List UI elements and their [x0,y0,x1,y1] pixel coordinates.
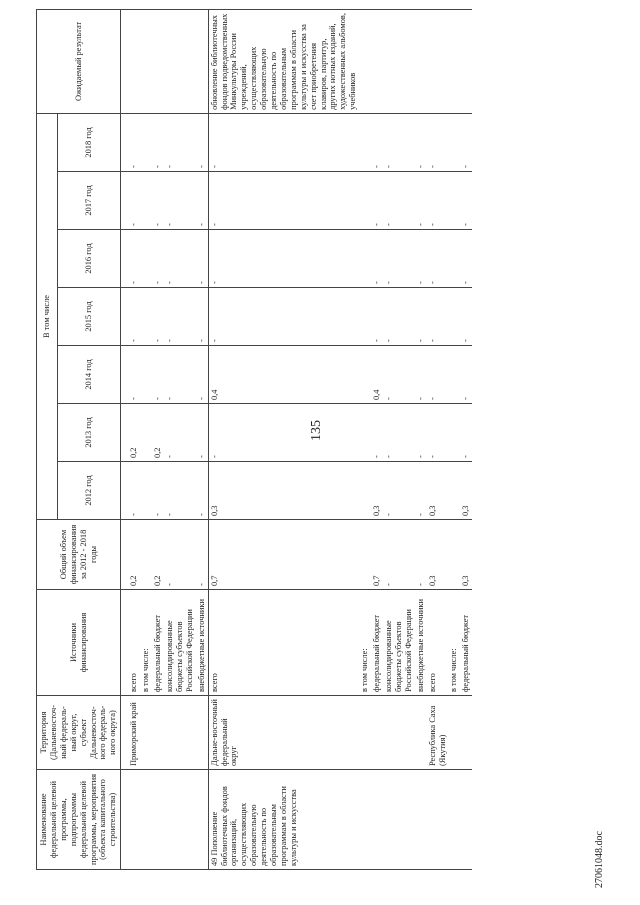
year-value-cell: - [121,288,140,346]
year-value-cell [448,404,460,462]
year-value-cell: - [371,113,383,171]
source-cell: в том числе: [448,590,460,696]
year-value-cell [448,230,460,288]
total-cell: - [415,520,427,590]
total-cell: 0,3 [427,520,449,590]
year-value-cell: - [460,113,472,171]
year-value-cell [140,172,152,230]
year-value-cell [140,113,152,171]
program-cell [415,770,427,870]
year-value-cell: - [196,172,208,230]
header-year: 2013 год [58,404,121,462]
year-value-cell: - [196,462,208,520]
table-row [208,9,359,869]
year-value-cell [140,404,152,462]
header-year: 2015 год [58,288,121,346]
year-value-cell: - [208,172,359,230]
result-cell [196,9,208,113]
year-value-cell: - [164,462,196,520]
table-row [121,9,140,869]
territory-cell [371,696,383,770]
year-value-cell: 0,3 [427,462,449,520]
program-cell [460,770,472,870]
year-value-cell [140,346,152,404]
table-row [140,9,152,869]
source-cell: в том числе: [359,590,371,696]
program-cell: 49 Пополнение библиотечных фондов организаций, осуществляющих образовательную деятельность по образовательным программам в области культуры и искусства [208,770,359,870]
year-value-cell: - [415,346,427,404]
result-cell [152,9,164,113]
result-cell [121,9,140,113]
year-value-cell: - [121,113,140,171]
source-cell: всего [121,590,140,696]
table-row [371,9,383,869]
header-including: В том числе [37,113,58,519]
header-territory: Территория (Дальневосточ-ный федераль-ный округ, субъект Дальневосточ-ного федераль-ного округа) [37,696,121,770]
table-row [164,9,196,869]
territory-cell [152,696,164,770]
territory-cell: Приморский край [121,696,140,770]
year-value-cell: - [196,113,208,171]
program-cell [383,770,415,870]
program-cell [196,770,208,870]
year-value-cell: - [383,462,415,520]
result-cell [359,9,371,113]
year-value-cell: - [415,404,427,462]
total-cell [359,520,371,590]
year-value-cell [448,172,460,230]
year-value-cell: - [208,404,359,462]
year-value-cell: - [383,288,415,346]
year-value-cell: - [152,172,164,230]
total-cell: - [383,520,415,590]
program-cell [371,770,383,870]
year-value-cell [448,113,460,171]
year-value-cell: - [152,113,164,171]
year-value-cell: - [383,404,415,462]
result-cell: обновление библиотечных фондов подведомственных Минкультуры России учреждений, осуществляющих образовательную деятельность по образовательным программам в области культуры и искусства за счет приобретения клавиров, партитур, других нотных изданий, художественных альбомов, учебников [208,9,359,113]
source-cell: федеральный бюджет [371,590,383,696]
file-name: 27061048.doc [594,831,605,888]
header-year: 2018 год [58,113,121,171]
result-cell [460,9,472,113]
table-row [383,9,415,869]
year-value-cell: 0,2 [152,404,164,462]
header-year: 2017 год [58,172,121,230]
year-value-cell: - [383,230,415,288]
year-value-cell: - [371,404,383,462]
year-value-cell: - [164,346,196,404]
year-value-cell: - [164,404,196,462]
territory-cell [448,696,460,770]
year-value-cell [140,230,152,288]
year-value-cell: - [208,113,359,171]
header-year: 2012 год [58,462,121,520]
year-value-cell: - [460,230,472,288]
total-cell: 0,7 [208,520,359,590]
year-value-cell [140,462,152,520]
year-value-cell: - [164,230,196,288]
source-cell: в том числе: [140,590,152,696]
result-cell [383,9,415,113]
total-cell: - [164,520,196,590]
table-row [196,9,208,869]
year-value-cell: - [460,404,472,462]
year-value-cell: 0,4 [371,346,383,404]
source-cell: всего [427,590,449,696]
source-cell: федеральный бюджет [152,590,164,696]
year-value-cell: - [121,462,140,520]
territory-cell [196,696,208,770]
year-value-cell [359,404,371,462]
year-value-cell: 0,4 [208,346,359,404]
program-cell [448,770,460,870]
year-value-cell: - [383,172,415,230]
total-cell: 0,7 [371,520,383,590]
header-sources: Источники финансирования [37,590,121,696]
program-cell [121,770,140,870]
year-value-cell [359,346,371,404]
territory-cell [383,696,415,770]
year-value-cell: - [415,462,427,520]
year-value-cell [359,230,371,288]
year-value-cell: - [383,113,415,171]
territory-cell: Республика Саха (Якутия) [427,696,449,770]
year-value-cell [448,346,460,404]
year-value-cell: - [152,462,164,520]
year-value-cell: - [208,230,359,288]
header-result: Ожидаемый результат [37,9,121,113]
year-value-cell: - [196,288,208,346]
table-row [448,9,460,869]
table-row [415,9,427,869]
result-cell [164,9,196,113]
year-value-cell: - [460,288,472,346]
year-value-cell: - [152,230,164,288]
year-value-cell: - [460,346,472,404]
year-value-cell: - [371,172,383,230]
year-value-cell [359,462,371,520]
year-value-cell [140,288,152,346]
year-value-cell: - [415,113,427,171]
result-cell [415,9,427,113]
year-value-cell: - [415,172,427,230]
year-value-cell [359,288,371,346]
year-value-cell: - [208,288,359,346]
year-value-cell: - [427,346,449,404]
program-cell [140,770,152,870]
program-cell [427,770,449,870]
territory-cell [415,696,427,770]
table-body [121,9,473,869]
table-row [359,9,371,869]
year-value-cell [448,288,460,346]
header-year: 2014 год [58,346,121,404]
year-value-cell: - [427,172,449,230]
year-value-cell: - [196,230,208,288]
header-program: Наименование федеральной целевой программы, подпрограммы федеральной целевой программы, мероприятия (объекта капитального строительства) [37,770,121,870]
year-value-cell: - [164,288,196,346]
total-cell: - [196,520,208,590]
program-cell [164,770,196,870]
year-value-cell: - [164,172,196,230]
result-cell [448,9,460,113]
total-cell: 0,2 [121,520,140,590]
result-cell [140,9,152,113]
source-cell: внебюджетные источники [415,590,427,696]
source-cell: всего [208,590,359,696]
total-cell: 0,2 [152,520,164,590]
source-cell: консолидированные бюджеты субъектов Российской Федерации [383,590,415,696]
year-value-cell: - [164,113,196,171]
year-value-cell: 0,3 [460,462,472,520]
total-cell [448,520,460,590]
year-value-cell: - [383,346,415,404]
year-value-cell: - [415,230,427,288]
year-value-cell: 0,3 [208,462,359,520]
territory-cell [140,696,152,770]
source-cell: консолидированные бюджеты субъектов Российской Федерации [164,590,196,696]
year-value-cell: - [121,230,140,288]
table-row [460,9,472,869]
source-cell: внебюджетные источники [196,590,208,696]
financing-table [36,9,472,870]
year-value-cell: - [460,172,472,230]
year-value-cell [448,462,460,520]
year-value-cell: - [121,172,140,230]
year-value-cell: - [371,230,383,288]
year-value-cell: 0,2 [121,404,140,462]
year-value-cell [359,113,371,171]
source-cell: федеральный бюджет [460,590,472,696]
total-cell [140,520,152,590]
year-value-cell: 0,3 [371,462,383,520]
territory-cell: Дальне-восточный федеральный округ [208,696,359,770]
rotated-table-container [36,0,576,870]
table-row [152,9,164,869]
territory-cell [359,696,371,770]
territory-cell [164,696,196,770]
header-year: 2016 год [58,230,121,288]
year-value-cell: - [427,404,449,462]
year-value-cell: - [152,346,164,404]
result-cell [371,9,383,113]
year-value-cell: - [427,288,449,346]
program-cell [152,770,164,870]
year-value-cell: - [121,346,140,404]
table-row [427,9,449,869]
year-value-cell: - [415,288,427,346]
year-value-cell: - [371,288,383,346]
result-cell [427,9,449,113]
page-number: 135 [309,420,324,441]
header-total: Общий объем финансирования за 2012 - 2018 годы [37,520,121,590]
territory-cell [460,696,472,770]
year-value-cell: - [196,346,208,404]
year-value-cell: - [427,230,449,288]
year-value-cell: - [196,404,208,462]
year-value-cell: - [427,113,449,171]
program-cell [359,770,371,870]
year-value-cell [359,172,371,230]
year-value-cell: - [152,288,164,346]
total-cell: 0,3 [460,520,472,590]
